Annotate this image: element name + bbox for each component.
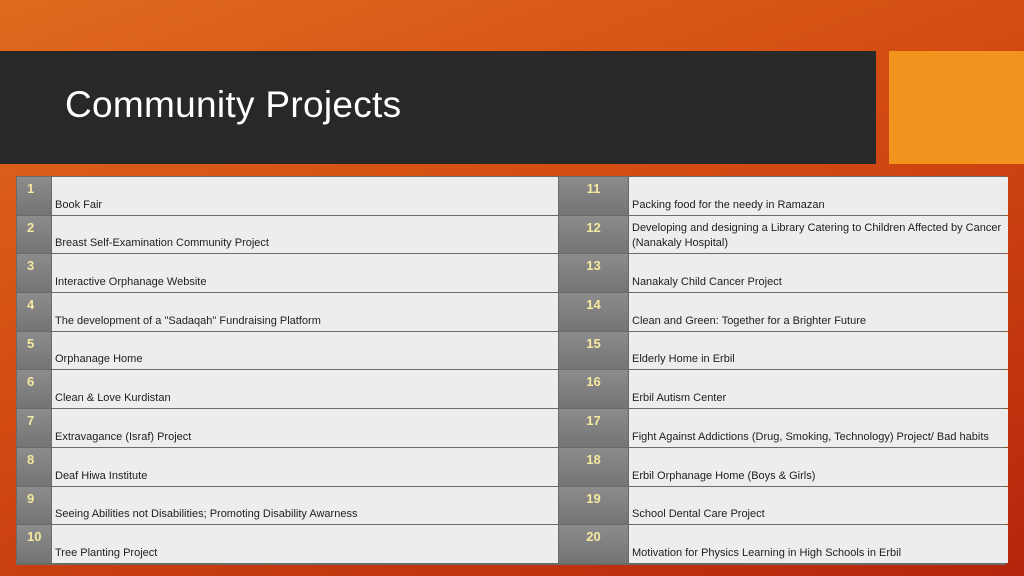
project-number: 5 xyxy=(17,332,51,370)
slide-title: Community Projects xyxy=(65,84,402,125)
project-number: 8 xyxy=(17,448,51,486)
project-name: Extravagance (Israf) Project xyxy=(52,409,558,447)
project-number: 18 xyxy=(559,448,628,486)
project-name: Elderly Home in Erbil xyxy=(629,332,1008,370)
project-number: 15 xyxy=(559,332,628,370)
accent-block xyxy=(889,51,1024,164)
projects-table xyxy=(16,176,1006,565)
project-name: Fight Against Addictions (Drug, Smoking, Technology) Project/ Bad habits xyxy=(629,409,1008,447)
project-name: Erbil Orphanage Home (Boys & Girls) xyxy=(629,448,1008,486)
project-number: 6 xyxy=(17,370,51,408)
project-number: 17 xyxy=(559,409,628,447)
project-name: Developing and designing a Library Catering to Children Affected by Cancer (Nanakaly Hospital) xyxy=(629,216,1008,254)
project-name: Deaf Hiwa Institute xyxy=(52,448,558,486)
project-name: Interactive Orphanage Website xyxy=(52,254,558,292)
project-name: Breast Self-Examination Community Project xyxy=(52,216,558,254)
project-number: 19 xyxy=(559,487,628,525)
project-number: 2 xyxy=(17,216,51,254)
project-name: Orphanage Home xyxy=(52,332,558,370)
project-name: Seeing Abilities not Disabilities; Promoting Disability Awarness xyxy=(52,487,558,525)
project-number: 11 xyxy=(559,177,628,215)
project-name: The development of a "Sadaqah" Fundraising Platform xyxy=(52,293,558,331)
project-number: 3 xyxy=(17,254,51,292)
project-number: 13 xyxy=(559,254,628,292)
project-number: 1 xyxy=(17,177,51,215)
project-number: 16 xyxy=(559,370,628,408)
project-name: Book Fair xyxy=(52,177,558,215)
project-name: School Dental Care Project xyxy=(629,487,1008,525)
project-name: Clean & Love Kurdistan xyxy=(52,370,558,408)
project-name: Clean and Green: Together for a Brighter Future xyxy=(629,293,1008,331)
project-number: 20 xyxy=(559,525,628,563)
project-number: 14 xyxy=(559,293,628,331)
project-name: Erbil Autism Center xyxy=(629,370,1008,408)
project-number: 10 xyxy=(17,525,51,563)
project-name: Nanakaly Child Cancer Project xyxy=(629,254,1008,292)
project-name: Tree Planting Project xyxy=(52,525,558,563)
project-number: 7 xyxy=(17,409,51,447)
project-number: 12 xyxy=(559,216,628,254)
project-name: Motivation for Physics Learning in High Schools in Erbil xyxy=(629,525,1008,563)
project-number: 4 xyxy=(17,293,51,331)
project-name: Packing food for the needy in Ramazan xyxy=(629,177,1008,215)
project-number: 9 xyxy=(17,487,51,525)
